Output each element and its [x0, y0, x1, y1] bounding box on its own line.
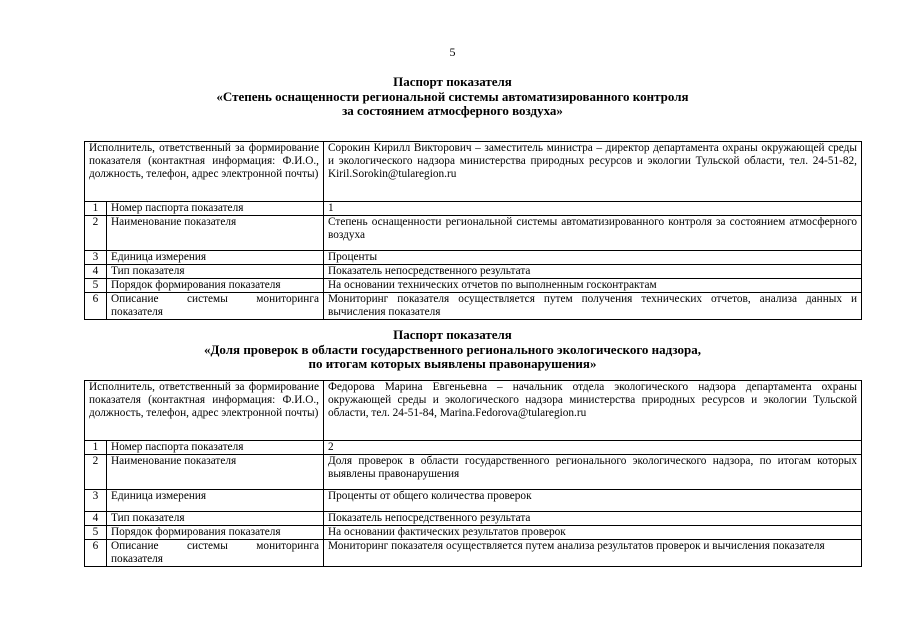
- row-label: Номер паспорта показателя: [107, 441, 324, 455]
- row-value: Доля проверок в области государственного регионального экологического надзора, по итогам которых выявлены правонарушения: [324, 455, 862, 490]
- table-row: [85, 526, 862, 540]
- row-value: На основании фактических результатов проверок: [324, 526, 862, 540]
- row-value: Проценты от общего количества проверок: [324, 490, 862, 512]
- table-row: [85, 455, 862, 490]
- passport-1-title: [0, 75, 905, 119]
- row-label: Описание системы мониторинга показателя: [107, 540, 324, 567]
- row-number: 4: [85, 512, 107, 526]
- passport-1-subtitle-line-2: за состоянием атмосферного воздуха»: [342, 103, 563, 118]
- row-label: Номер паспорта показателя: [107, 202, 324, 216]
- row-label: Тип показателя: [107, 512, 324, 526]
- table-row: [85, 512, 862, 526]
- row-value: Мониторинг показателя осуществляется путем анализа результатов проверок и вычисления показателя: [324, 540, 862, 567]
- row-number: 2: [85, 216, 107, 251]
- executor-row: [85, 142, 862, 202]
- executor-value: Федорова Марина Евгеньевна – начальник отдела экологического надзора департамента охраны окружающей среды и экологического надзора министерства природных ресурсов и экологии Тульской области, тел. 24-51-84, Marina.Fedorova@tularegion.ru: [324, 381, 862, 441]
- passport-1-table: [84, 141, 862, 320]
- row-number: 6: [85, 540, 107, 567]
- row-number: 1: [85, 202, 107, 216]
- row-label: Порядок формирования показателя: [107, 279, 324, 293]
- row-value: Показатель непосредственного результата: [324, 265, 862, 279]
- executor-label: Исполнитель, ответственный за формирование показателя (контактная информация: Ф.И.О., должность, телефон, адрес электронной почты): [85, 381, 324, 441]
- executor-label: Исполнитель, ответственный за формирование показателя (контактная информация: Ф.И.О., должность, телефон, адрес электронной почты): [85, 142, 324, 202]
- table-row: [85, 216, 862, 251]
- row-number: 4: [85, 265, 107, 279]
- row-label: Наименование показателя: [107, 455, 324, 490]
- passport-2-heading: Паспорт показателя: [393, 327, 512, 342]
- page-number: 5: [449, 45, 456, 59]
- row-label: Тип показателя: [107, 265, 324, 279]
- row-label: Единица измерения: [107, 490, 324, 512]
- passport-1-heading: Паспорт показателя: [393, 74, 512, 89]
- row-label: Описание системы мониторинга показателя: [107, 293, 324, 320]
- row-value: Мониторинг показателя осуществляется путем получения технических отчетов, анализа данных и вычисления показателя: [324, 293, 862, 320]
- row-number: 5: [85, 526, 107, 540]
- table-row: [85, 490, 862, 512]
- table-row: [85, 293, 862, 320]
- row-number: 3: [85, 490, 107, 512]
- row-value: Проценты: [324, 251, 862, 265]
- row-value: 1: [324, 202, 862, 216]
- table-row: [85, 202, 862, 216]
- row-label: Порядок формирования показателя: [107, 526, 324, 540]
- row-number: 3: [85, 251, 107, 265]
- passport-2-title: [0, 328, 905, 372]
- passport-2-table: [84, 380, 862, 567]
- row-value: 2: [324, 441, 862, 455]
- row-number: 5: [85, 279, 107, 293]
- executor-row: [85, 381, 862, 441]
- executor-value: Сорокин Кирилл Викторович – заместитель министра – директор департамента охраны окружающей среды и экологического надзора министерства природных ресурсов и экологии Тульской области, тел. 24-51-82, Kiril.Sorokin@tularegion.ru: [324, 142, 862, 202]
- table-row: [85, 540, 862, 567]
- passport-2-subtitle-line-1: «Доля проверок в области государственного регионального экологического надзора,: [203, 341, 702, 357]
- row-value: Степень оснащенности региональной системы автоматизированного контроля за состоянием атмосферного воздуха: [324, 216, 862, 251]
- row-value: Показатель непосредственного результата: [324, 512, 862, 526]
- row-label: Наименование показателя: [107, 216, 324, 251]
- row-number: 2: [85, 455, 107, 490]
- row-label: Единица измерения: [107, 251, 324, 265]
- row-value: На основании технических отчетов по выполненным госконтрактам: [324, 279, 862, 293]
- table-row: [85, 265, 862, 279]
- row-number: 1: [85, 441, 107, 455]
- passport-2-subtitle-line-2: по итогам которых выявлены правонарушения»: [308, 356, 597, 371]
- table-row: [85, 441, 862, 455]
- row-number: 6: [85, 293, 107, 320]
- table-row: [85, 279, 862, 293]
- passport-1-subtitle-line-1: «Степень оснащенности региональной системы автоматизированного контроля: [216, 88, 689, 104]
- table-row: [85, 251, 862, 265]
